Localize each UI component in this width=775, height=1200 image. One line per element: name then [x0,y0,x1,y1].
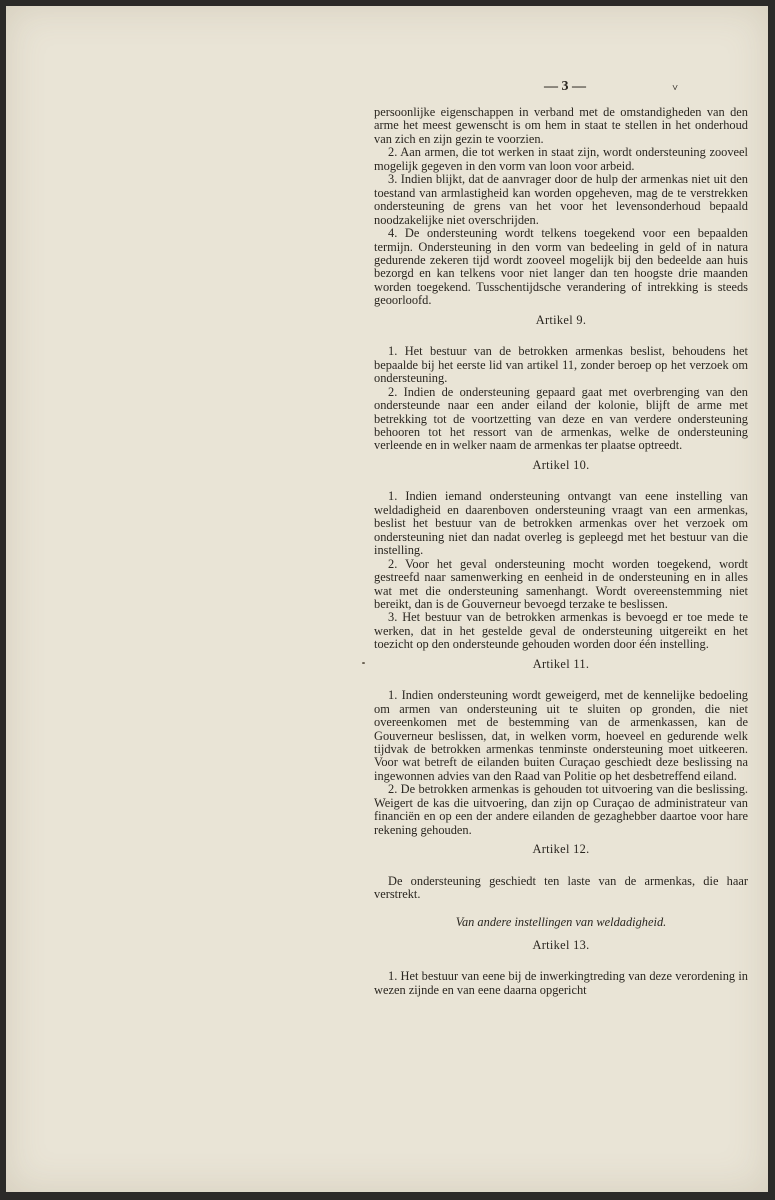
paragraph: 1. Het bestuur van de betrokken armenkas beslist, behoudens het bepaalde bij het eerste lid van artikel 11, zonder beroep op het verzoek om ondersteuning. [374,344,748,386]
paragraph: persoonlijke eigenschappen in verband met de omstandigheden van den arme het meest gewenscht is om hem in staat te stellen in het onderhoud van zich en zijn gezin te voorzien. [374,105,748,146]
article-heading: Artikel 13. [532,938,590,953]
paragraph: 1. Indien ondersteuning wordt geweigerd, met de kennelijke bedoeling om armen van ondersteuning uit te sluiten op gronden, die niet overeenkomen met de bestemming van de armenkassen, kan de Gouverneur beslissen, dat, in welken vorm, hoeveel en gedurende welk tijdvak de betrokken armenkas tenminste ondersteuning moet uitkeeren. Voor wat betreft de eilanden buiten Curaçao geschiedt deze beslissing na ingewonnen advies van den Raad van Politie op het desbetreffend eiland. [374,688,748,783]
text-column [374,78,748,997]
article-body [374,106,748,997]
paragraph: 3. Het bestuur van de betrokken armenkas is bevoegd er toe mede te werken, dat in het gestelde geval de ondersteuning uitgereikt en het toezicht op den ondersteunde gehouden worden door één instelling. [374,610,748,652]
paragraph: 1. Indien iemand ondersteuning ontvangt van eene instelling van weldadigheid en daarenboven ondersteuning vraagt van een armenkas, beslist het bestuur van de betrokken armenkas over het verzoek om ondersteuning niet dan nadat overleg is gepleegd met het bestuur van die instelling. [374,489,748,558]
page-number-text: — 3 — [544,79,586,94]
article-heading: Artikel 10. [532,457,590,472]
header-mark: ˅ [672,83,678,94]
paragraph: 2. Voor het geval ondersteuning mocht worden toegekend, wordt gestreefd naar samenwerking en eenheid in de ondersteuning en in alles wat met die ondersteuning samenhangt. Wordt overeenstemming niet bereikt, dan is de Gouverneur bevoegd terzake te beslissen. [374,556,748,611]
paragraph: 4. De ondersteuning wordt telkens toegekend voor een bepaalden termijn. Ondersteuning in den vorm van bedeeling in geld of in natura gedurende zekeren tijd wordt zooveel mogelijk bij den bedeelde aan huis bezorgd en kan telkens voor niet langer dan ten hoogste drie maanden worden toegekend. Tusschentijdsche verandering of intrekking is steeds geoorloofd. [374,226,748,308]
ink-speck [362,662,365,664]
article-heading: Artikel 12. [532,842,590,857]
paragraph: 1. Het bestuur van eene bij de inwerkingtreding van deze verordening in wezen zijnde en van eene daarna opgericht [374,969,748,997]
article-heading: Artikel 9. [535,312,587,327]
paragraph: De ondersteuning geschiedt ten laste van de armenkas, die haar verstrekt. [374,873,748,902]
paragraph: 2. Indien de ondersteuning gepaard gaat met overbrenging van den ondersteunde naar een ander eiland der kolonie, blijft de arme met betrekking tot de voortzetting van deze en van verdere ondersteuning behooren tot het ressort van de armenkas, welke de ondersteuning verleende en in welker naam de armenkas ter plaatse optreedt. [374,384,748,453]
section-subheading: Van andere instellingen van weldadigheid. [455,914,667,929]
page-number [374,78,748,100]
paragraph: 3. Indien blijkt, dat de aanvrager door de hulp der armenkas niet uit den toestand van armlastigheid kan worden opgeheven, mag de te verstrekken ondersteuning de grens van het voor het levensonderhoud bepaald noodzakelijke niet overschrijden. [374,172,748,227]
paragraph: 2. Aan armen, die tot werken in staat zijn, wordt ondersteuning zooveel mogelijk gegeven in den vorm van loon voor arbeid. [374,145,748,173]
article-heading: Artikel 11. [532,656,590,671]
document-page [6,6,768,1192]
paragraph: 2. De betrokken armenkas is gehouden tot uitvoering van die beslissing. Weigert de kas die uitvoering, dan zijn op Curaçao de administrateur van financiën en op een der andere eilanden de gezaghebber daartoe voor hare rekening gehouden. [374,782,748,837]
